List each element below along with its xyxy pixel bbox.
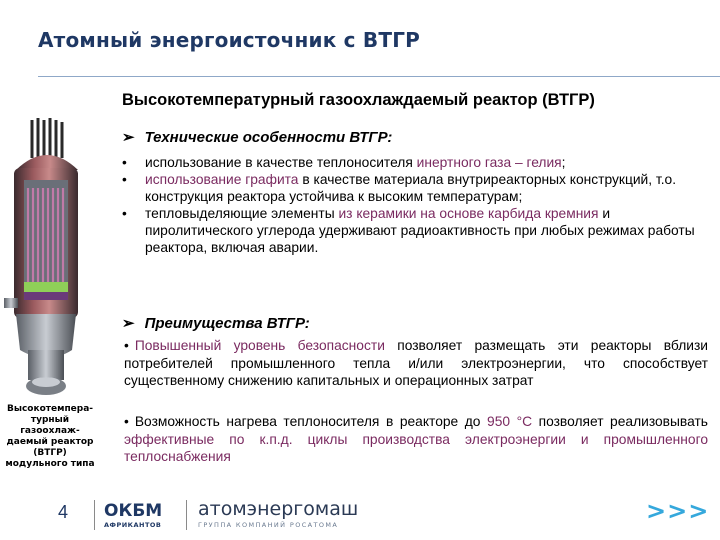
- features-heading: [122, 128, 392, 146]
- item-highlight: инертного газа – гелия: [416, 155, 562, 170]
- bullet-dot-icon: •: [122, 172, 127, 187]
- next-arrows-icon[interactable]: >>>: [646, 497, 710, 525]
- item-text: использование в качестве теплоносителя: [145, 155, 417, 170]
- title-divider: [38, 76, 720, 77]
- advantage-item: [124, 413, 708, 466]
- advantages-heading: [122, 314, 310, 332]
- arrow-bullet-icon: ➢: [122, 315, 135, 332]
- illustration-caption: Высокотемпера-турный газоохлаж-даемый реактор (ВТГР) модульного типа: [5, 404, 95, 469]
- list-item: [122, 205, 714, 256]
- atomenergomash-subtitle: ГРУППА КОМПАНИЙ РОСАТОМА: [198, 521, 339, 529]
- item-highlight: использование графита: [145, 172, 299, 187]
- okbm-logo-subtitle: АФРИКАНТОВ: [104, 521, 162, 529]
- features-list: [122, 154, 714, 256]
- item-text: в качестве материала внутриреакторных конструкций, т.о. конструкция реактора устойчива к высоким температурам;: [145, 172, 677, 204]
- slide-subtitle: Высокотемпературный газоохлаждаемый реактор (ВТГР): [122, 91, 595, 109]
- okbm-logo: ОКБМ: [104, 501, 163, 521]
- item-highlight: из керамики на основе карбида кремния: [338, 206, 599, 221]
- advantage-item: [124, 337, 708, 390]
- features-heading-text: Технические особенности ВТГР:: [144, 129, 393, 146]
- item-text: позволяет размещать эти реакторы вблизи потребителей промышленного тепла и/или электроэнергии, что способствует существенному снижению капитальных и операционных затрат: [124, 338, 708, 388]
- list-item: [122, 171, 714, 205]
- item-text: ;: [561, 155, 566, 170]
- item-highlight: Повышенный уровень безопасности: [134, 338, 385, 353]
- item-text: Возможность нагрева теплоносителя в реакторе до: [134, 414, 488, 429]
- item-text: и пиролитического углерода удерживают радиоактивность при любых режимах работы реактора, включая аварии.: [145, 206, 695, 255]
- arrow-bullet-icon: ➢: [122, 129, 135, 146]
- control-rods: [32, 118, 62, 158]
- bullet-dot-icon: •: [124, 338, 129, 353]
- bullet-dot-icon: •: [122, 155, 127, 170]
- item-text: тепловыделяющие элементы: [145, 206, 339, 221]
- bullet-dot-icon: •: [124, 414, 129, 429]
- footer-divider: [94, 500, 95, 530]
- bullet-dot-icon: •: [122, 206, 127, 221]
- reactor-illustration: [2, 118, 90, 403]
- advantages-heading-text: Преимущества ВТГР:: [144, 315, 310, 332]
- atomenergomash-logo: атомэнергомаш: [198, 498, 359, 520]
- list-item: [122, 154, 714, 171]
- page-number: 4: [58, 502, 69, 522]
- slide-title: Атомный энергоисточник с ВТГР: [38, 28, 420, 52]
- footer-divider: [186, 500, 187, 530]
- item-text: позволяет реализовывать: [532, 414, 708, 429]
- item-highlight: 950 °С: [487, 414, 533, 429]
- item-highlight: эффективные по к.п.д. циклы производства электроэнергии и промышленного теплоснабжения: [124, 431, 708, 464]
